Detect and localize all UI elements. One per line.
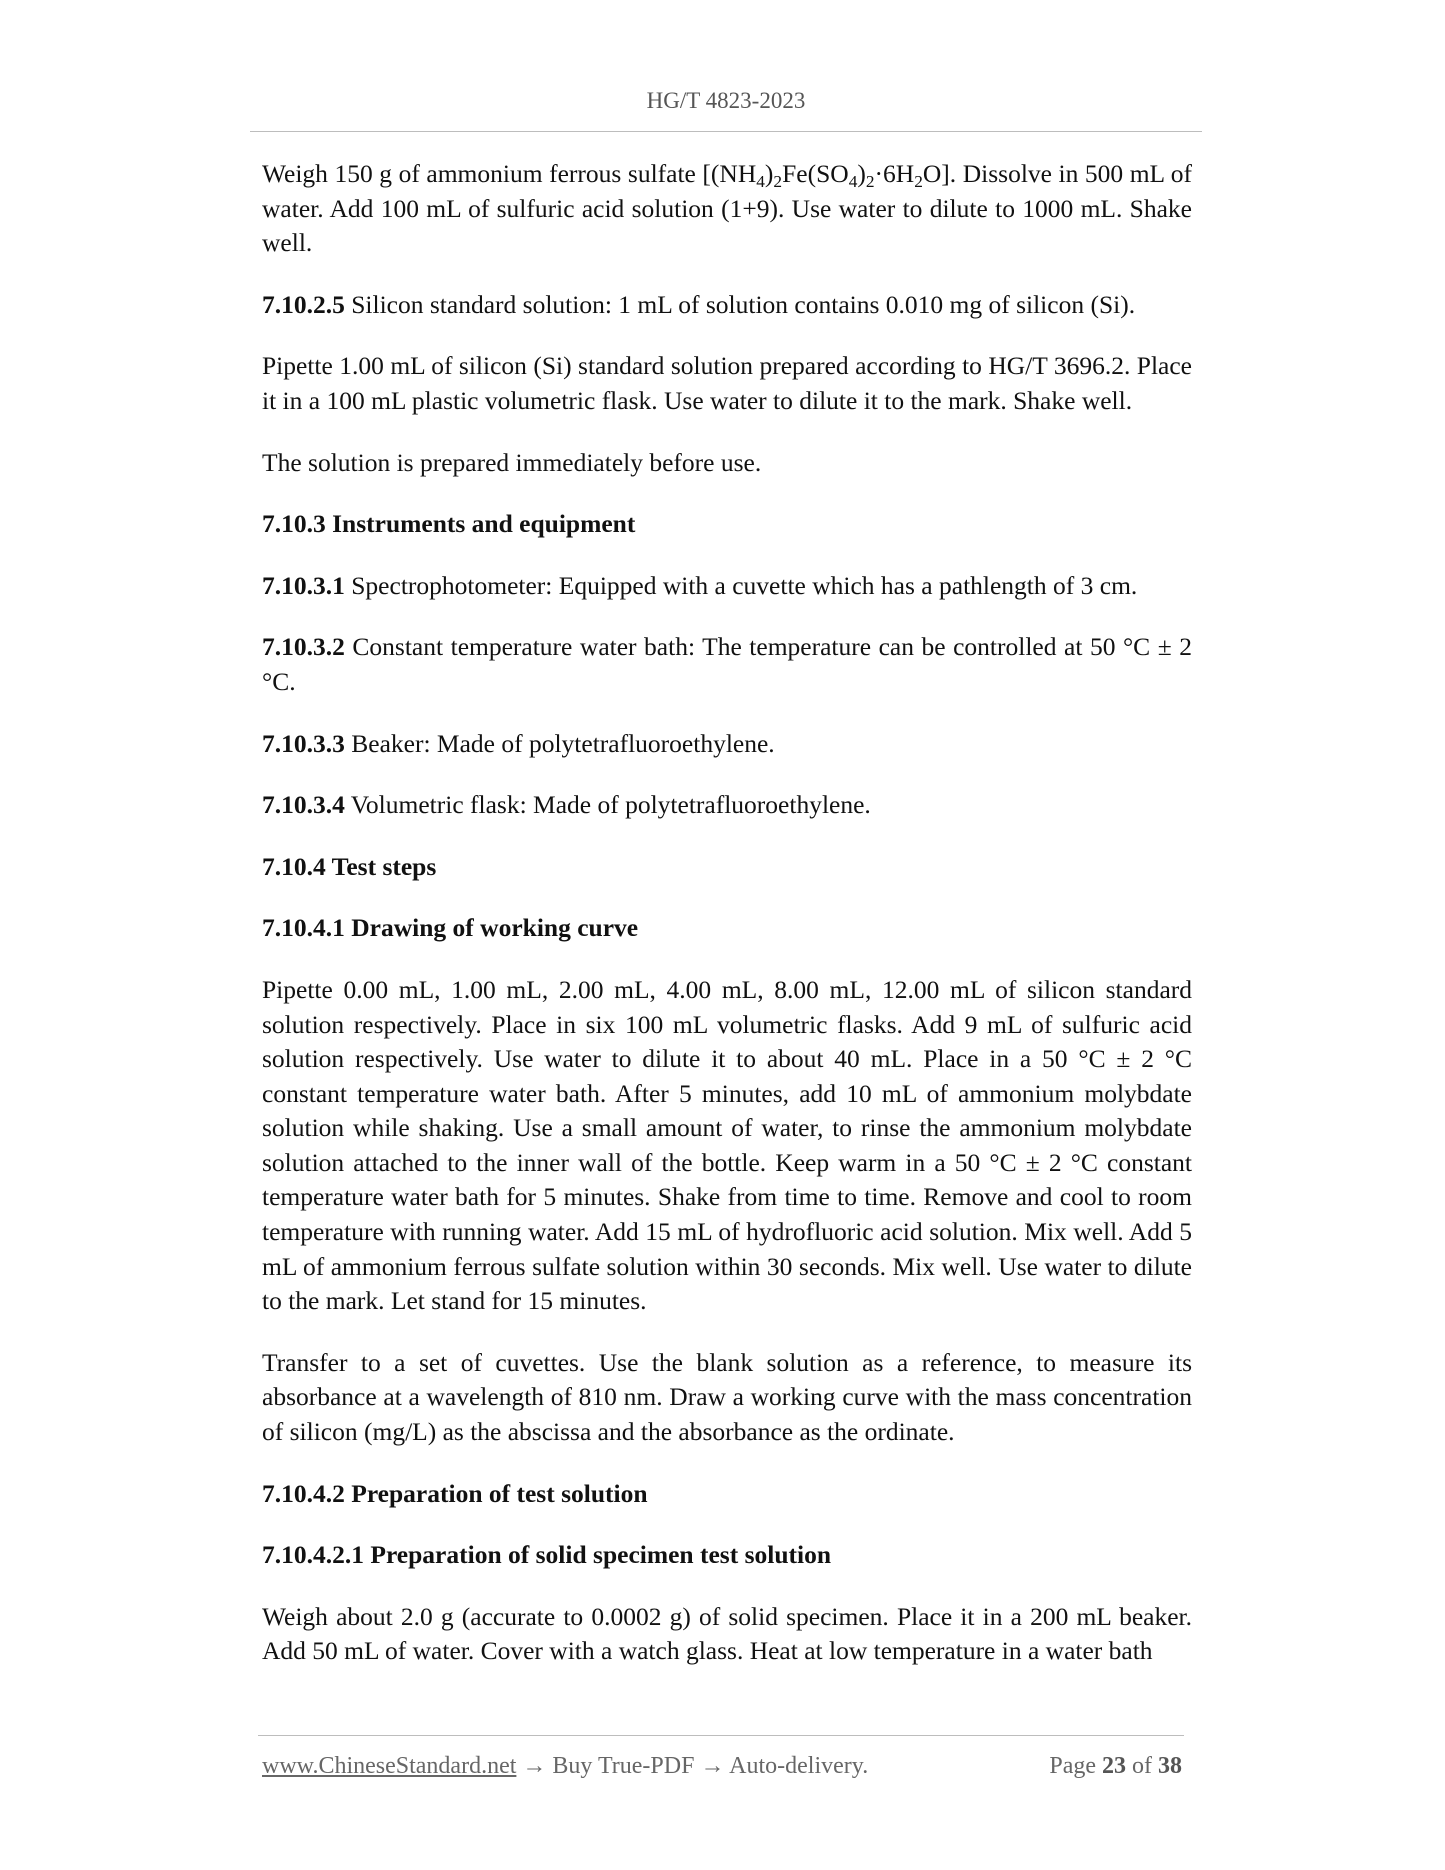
clause-text: Beaker: Made of polytetrafluoroethylene.: [344, 728, 775, 758]
header-divider: [250, 131, 1202, 132]
page-header-title: HG/T 4823-2023: [646, 88, 806, 113]
heading-7-10-4-2: 7.10.4.2 Preparation of test solution: [262, 1478, 648, 1508]
page-label: Page: [1049, 1753, 1096, 1779]
clause-7-10-3-3: [262, 727, 1192, 762]
page-of: of: [1132, 1753, 1152, 1779]
clause-number: 7.10.3.3: [262, 728, 345, 758]
document-body: [262, 157, 1192, 1696]
text-run: ): [764, 159, 774, 188]
heading-7-10-4-2-1: 7.10.4.2.1 Preparation of solid specimen test solution: [262, 1540, 832, 1570]
heading-7-10-3: 7.10.3 Instruments and equipment: [262, 509, 636, 539]
text-run: Weigh 150 g of ammonium ferrous sulfate [(NH: [262, 159, 757, 188]
footer-divider: [258, 1735, 1184, 1736]
paragraph-pipette-working-curve: Pipette 0.00 mL, 1.00 mL, 2.00 mL, 4.00 mL, 8.00 mL, 12.00 mL of silicon standard solution respectively. Place in six 100 mL volumetric flasks. Add 9 mL of sulfuric acid solution respectively. Use water to dilute it to about 40 mL. Place in a 50 °C ± 2 °C constant temperature water bath. After 5 minutes, add 10 mL of ammonium molybdate solution while shaking. Use a small amount of water, to rinse the ammonium molybdate solution attached to the inner wall of the bottle. Keep warm in a 50 °C ± 2 °C constant temperature water bath for 5 minutes. Shake from time to time. Remove and cool to room temperature with running water. Add 15 mL of hydrofluoric acid solution. Mix well. Add 5 mL of ammonium ferrous sulfate solution within 30 seconds. Mix well. Use water to dilute to the mark. Let stand for 15 minutes.: [262, 974, 1192, 1316]
clause-text: Silicon standard solution: 1 mL of solution contains 0.010 mg of silicon (Si).: [344, 289, 1136, 319]
clause-7-10-3-1: [262, 569, 1192, 604]
clause-7-10-2-5: [262, 288, 1192, 323]
clause-7-10-3-4: [262, 788, 1192, 823]
clause-text: Spectrophotometer: Equipped with a cuvette which has a pathlength of 3 cm.: [344, 570, 1138, 600]
subscript: 4: [848, 171, 858, 191]
page-current: 23: [1102, 1753, 1126, 1779]
text-run: ·6H: [874, 159, 915, 188]
subscript: 4: [756, 171, 765, 191]
subscript: 2: [914, 171, 923, 191]
paragraph-transfer-cuvettes: Transfer to a set of cuvettes. Use the blank solution as a reference, to measure its absorbance at a wavelength of 810 nm. Draw a working curve with the mass concentration of silicon (mg/L) as the abscissa and the absorbance as the ordinate.: [262, 1347, 1192, 1447]
text-run: O]. Dissolve in 500 mL of water. Add 100 mL of sulfuric acid solution (1+9). Use water to dilute to 1000 mL. Shake well.: [262, 159, 1192, 258]
page-total: 38: [1158, 1753, 1182, 1779]
arrow-icon: →: [516, 1753, 553, 1779]
text-run: Fe(SO: [782, 159, 849, 188]
text-run: ): [857, 159, 866, 188]
footer-promo: [262, 1753, 868, 1780]
paragraph-weigh-solid-specimen: Weigh about 2.0 g (accurate to 0.0002 g) of solid specimen. Place it in a 200 mL beaker. Add 50 mL of water. Cover with a watch glass. Heat at low temperature in a water bath: [262, 1601, 1192, 1666]
arrow-icon: →: [694, 1753, 730, 1779]
paragraph-prepared-before-use: The solution is prepared immediately before use.: [262, 447, 762, 477]
clause-number: 7.10.2.5: [262, 289, 345, 319]
site-link[interactable]: www.ChineseStandard.net: [262, 1753, 517, 1779]
buy-pdf-text: Buy True-PDF: [552, 1753, 695, 1779]
clause-7-10-3-2: [262, 630, 1192, 699]
clause-text: Volumetric flask: Made of polytetrafluoroethylene.: [344, 790, 871, 820]
heading-7-10-4-1: 7.10.4.1 Drawing of working curve: [262, 913, 639, 943]
clause-number: 7.10.3.4: [262, 790, 345, 820]
subscript: 2: [773, 171, 783, 191]
paragraph-pipette-silicon-standard: Pipette 1.00 mL of silicon (Si) standard solution prepared according to HG/T 3696.2. Place it in a 100 mL plastic volumetric flask. Use water to dilute it to the mark. Shake well.: [262, 351, 1192, 415]
subscript: 2: [865, 171, 875, 191]
clause-text: Constant temperature water bath: The temperature can be controlled at 50 °C ± 2 °C.: [262, 632, 1192, 696]
paragraph-weigh-ammonium-ferrous-sulfate: [262, 157, 1192, 261]
heading-7-10-4: 7.10.4 Test steps: [262, 851, 437, 881]
clause-number: 7.10.3.2: [262, 632, 345, 662]
auto-delivery-text: Auto-delivery.: [729, 1753, 869, 1779]
page-number: [1049, 1753, 1182, 1780]
clause-number: 7.10.3.1: [262, 570, 345, 600]
